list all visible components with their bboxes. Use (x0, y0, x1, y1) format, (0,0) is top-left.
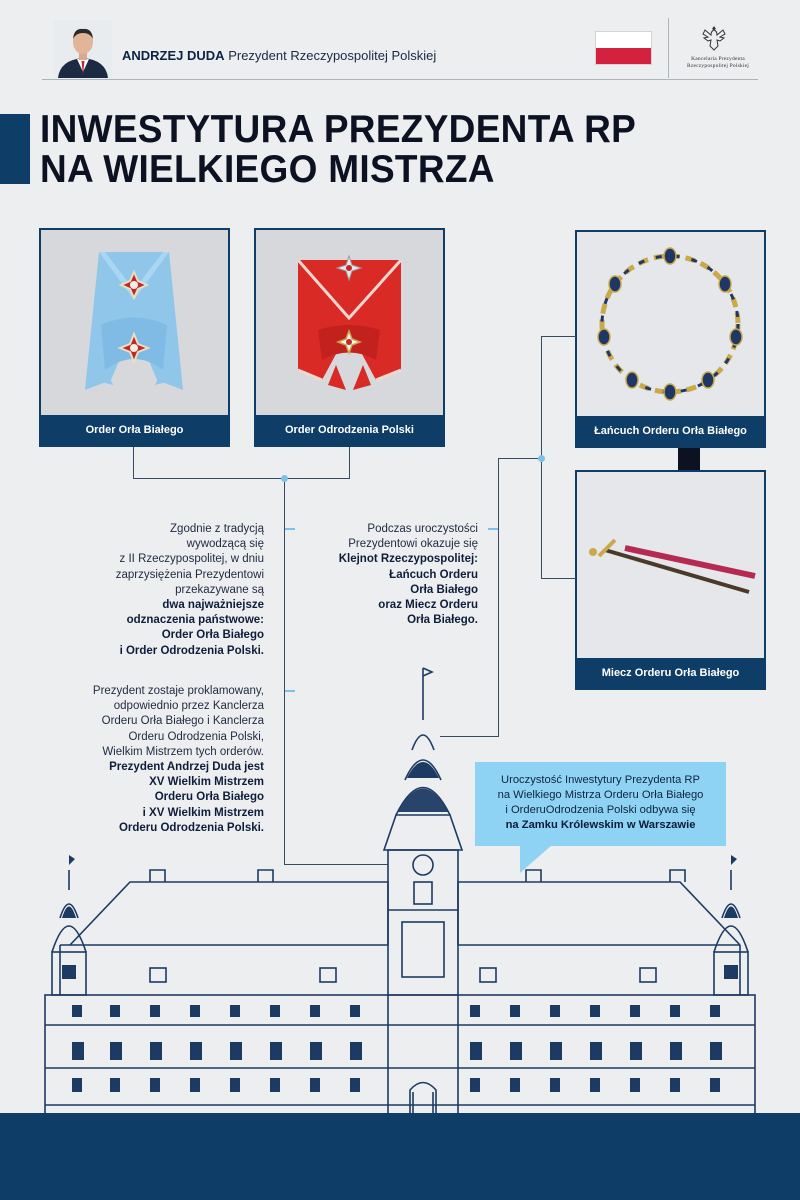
connector-tick (488, 528, 498, 530)
castle-callout: Uroczystość Inwestytury Prezydenta RP na Wielkiego Mistrza Orderu Orła Białego i OrderuOdrodzenia Polski odbywa się na Zamku Królewskim w Warszawie (475, 762, 726, 846)
header (42, 18, 758, 80)
connector-line (541, 336, 576, 337)
card-caption: Łańcuch Orderu Orła Białego (577, 416, 764, 446)
chancellery-logo-text: Kancelaria Prezydenta Rzeczypospolitej Polskiej (687, 56, 749, 69)
card-white-eagle-order (39, 228, 230, 447)
president-portrait-icon (54, 20, 112, 78)
page-title: INWESTYTURA PREZYDENTA RP NA WIELKIEGO MISTRZA (40, 106, 637, 191)
white-eagle-sash-image (41, 230, 228, 415)
connector-line (133, 478, 350, 479)
chain-image (577, 232, 764, 417)
connector-line (498, 458, 542, 459)
title-accent-bar (0, 114, 30, 184)
connector-line (349, 447, 350, 478)
avatar (54, 20, 112, 78)
president-name-line (122, 48, 436, 63)
polonia-sash-image (256, 230, 443, 415)
header-divider (668, 18, 669, 78)
royal-castle-illustration (0, 650, 800, 1120)
connector-dot (281, 475, 288, 482)
text-tradition: Zgodnie z tradycją wywodzącą się z II Rzeczypospolitej, w dniu zaprzysiężenia Prezydentowi przekazywane są dwa najważniejsze odznaczenia państwowe: Order Orła Białego i Order Odrodzenia Polski. (115, 523, 264, 657)
footer-band (0, 1113, 800, 1200)
card-caption: Order Odrodzenia Polski (256, 415, 443, 445)
connector-line (133, 447, 134, 478)
card-chain (575, 230, 766, 448)
connector-tick (285, 528, 295, 530)
text-proclaimed: Prezydent zostaje proklamowany, odpowiednio przez Kanclerza Orderu Orła Białego i Kanclerza Orderu Odrodzenia Polski, Wielkim Mistrzem tych orderów. Prezydent Andrzej Duda jest XV Wielkim Mistrzem Orderu Orła Białego i XV Wielkim Mistrzem Orderu Odrodzenia Polski. (92, 685, 264, 834)
eagle-emblem-icon (701, 24, 727, 52)
connector-line (541, 578, 576, 579)
president-name: ANDRZEJ DUDA (122, 48, 225, 63)
polish-flag-icon (595, 31, 652, 65)
card-polonia-order (254, 228, 445, 447)
text-ceremony: Podczas uroczystości Prezydentowi okazuje się Klejnot Rzeczypospolitej: Łańcuch Orderu Orła Białego oraz Miecz Orderu Orła Białego. (338, 523, 478, 627)
president-role: Prezydent Rzeczypospolitej Polskiej (228, 48, 437, 63)
sword-image (577, 472, 764, 658)
card-connector-block (678, 448, 700, 470)
card-caption: Miecz Orderu Orła Białego (577, 658, 764, 688)
card-caption: Order Orła Białego (41, 415, 228, 445)
connector-dot (538, 455, 545, 462)
